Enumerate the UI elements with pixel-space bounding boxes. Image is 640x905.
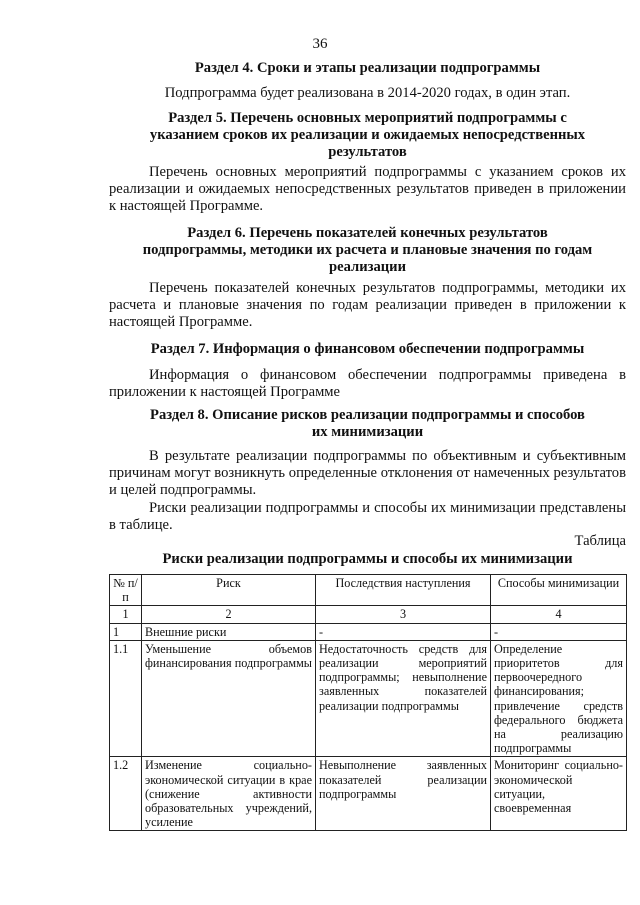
table-numbering-row: 1 2 3 4 bbox=[110, 606, 627, 623]
section-6-heading: Раздел 6. Перечень показателей конечных результатов подпрограммы, методики их расчета и плановые значения по годам реализации bbox=[142, 225, 593, 275]
table-row: 1.2 Изменение социально-экономической ситуации в крае (снижение активности образовательных учреждений, усиление Невыполнение заявленных показателей реализации подпрограммы Мониторинг социально-экономической ситуации, своевременная bbox=[110, 757, 627, 831]
header-risk: Риск bbox=[142, 575, 316, 606]
section-5-heading: Раздел 5. Перечень основных мероприятий подпрограммы с указанием сроков их реализации и ожидаемых непосредственных результатов bbox=[149, 110, 586, 160]
table-row: 1.1 Уменьшение объемов финансирования подпрограммы Недостаточность средств для реализации мероприятий подпрограммы; невыполнение заявленных показателей реализации подпрограммы Определение приоритетов для первоочередного финансирования; привлечение средств федерального бюджета на реализацию подпрограммы bbox=[110, 640, 627, 757]
table-row: 1 Внешние риски - - bbox=[110, 623, 627, 640]
header-method: Способы минимизации bbox=[491, 575, 627, 606]
header-consequence: Последствия наступления bbox=[316, 575, 491, 606]
section-8-heading: Раздел 8. Описание рисков реализации подпрограммы и способов их минимизации bbox=[150, 407, 585, 440]
section-8-para1: В результате реализации подпрограммы по объективным и субъективным причинам могут возникнуть определенные отклонения от намеченных результатов и целей подпрограммы. bbox=[109, 448, 626, 498]
section-6-text: Перечень показателей конечных результатов подпрограммы, методики их расчета и плановые значения по годам реализации приведен в приложении к настоящей Программе. bbox=[109, 280, 626, 330]
table-header-row bbox=[110, 575, 627, 606]
page-number: 36 bbox=[312, 36, 328, 52]
table-label: Таблица bbox=[574, 533, 626, 549]
section-5-text: Перечень основных мероприятий подпрограммы с указанием сроков их реализации и ожидаемых непосредственных результатов приведен в приложении к настоящей Программе. bbox=[109, 164, 626, 214]
section-4-text: Подпрограмма будет реализована в 2014-2020 годах, в один этап. bbox=[164, 85, 571, 101]
risks-table bbox=[109, 574, 627, 831]
section-4-heading: Раздел 4. Сроки и этапы реализации подпрограммы bbox=[194, 60, 541, 76]
section-7-heading: Раздел 7. Информация о финансовом обеспечении подпрограммы bbox=[150, 341, 585, 357]
section-7-text: Информация о финансовом обеспечении подпрограммы приведена в приложении к настоящей Программе bbox=[109, 367, 626, 400]
header-num: № п/п bbox=[110, 575, 142, 606]
section-8-para2: Риски реализации подпрограммы и способы их минимизации представлены в таблице. bbox=[109, 500, 626, 533]
table-title: Риски реализации подпрограммы и способы их минимизации bbox=[162, 551, 573, 567]
